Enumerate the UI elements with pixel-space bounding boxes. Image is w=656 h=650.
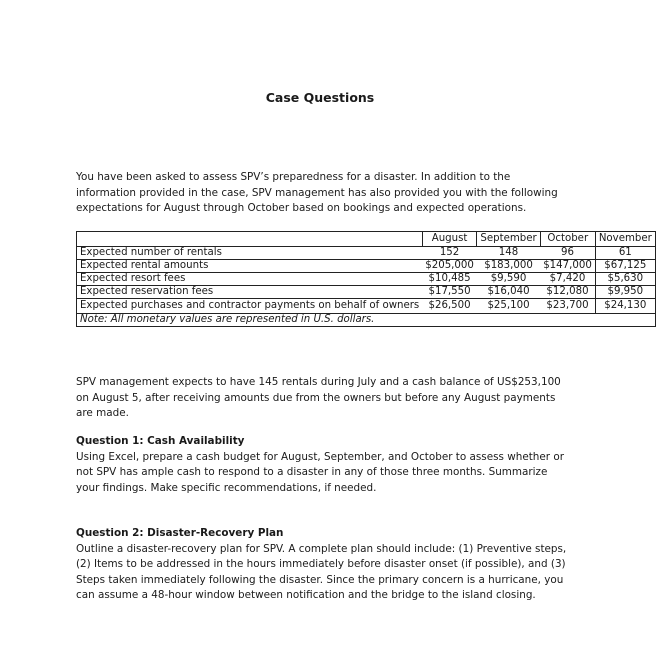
table-cell: $24,130	[595, 299, 655, 314]
header-blank-cell	[77, 232, 423, 247]
question2-section	[76, 526, 568, 604]
table-row	[77, 247, 656, 260]
table-cell: $183,000	[477, 260, 540, 273]
question2-body: Outline a disaster-recovery plan for SPV. A complete plan should include: (1) Preventive steps, (2) Items to be addressed in the hours immediately before disaster onset (if possible), and (3) Steps taken immediately following the disaster. Since the primary concern is a hurricane, you can assume a 48-hour window between notification and the bridge to the island closing.	[76, 542, 567, 601]
management-text: SPV management expects to have 145 rentals during July and a cash balance of US$253,100 on August 5, after receiving amounts due from the owners but before any August payments are made.	[76, 376, 561, 419]
table-cell: $147,000	[540, 260, 595, 273]
row-label: Expected reservation fees	[77, 286, 423, 299]
column-header: September	[477, 232, 540, 247]
table-cell: $23,700	[540, 299, 595, 314]
table-cell: 61	[595, 247, 655, 260]
table-cell: 152	[422, 247, 477, 260]
table-cell: $7,420	[540, 273, 595, 286]
table-row	[77, 273, 656, 286]
table-cell: $9,590	[477, 273, 540, 286]
page-title: Case Questions	[265, 90, 375, 105]
table-cell: $25,100	[477, 299, 540, 314]
table-cell: $67,125	[595, 260, 655, 273]
table-cell: $205,000	[422, 260, 477, 273]
column-header: October	[540, 232, 595, 247]
table-cell: 148	[477, 247, 540, 260]
table-header-row	[77, 232, 656, 247]
table-row	[77, 260, 656, 273]
question1-body: Using Excel, prepare a cash budget for August, September, and October to assess whether or not SPV has ample cash to respond to a disaster in any of those three months. Summarize your findings. Make specific recommendations, if needed.	[76, 450, 564, 494]
intro-paragraph	[76, 170, 568, 217]
management-paragraph	[76, 375, 568, 422]
table-note-row	[77, 314, 656, 327]
table-note: Note: All monetary values are represented in U.S. dollars.	[77, 314, 656, 327]
table-cell: 96	[540, 247, 595, 260]
row-label: Expected number of rentals	[77, 247, 423, 260]
question2-heading: Question 2: Disaster-Recovery Plan	[76, 527, 284, 539]
table-cell: $26,500	[422, 299, 477, 314]
question1-heading: Question 1: Cash Availability	[76, 435, 245, 447]
table-row	[77, 299, 656, 314]
column-header: November	[595, 232, 655, 247]
table-cell: $9,950	[595, 286, 655, 299]
table-cell: $10,485	[422, 273, 477, 286]
row-label: Expected rental amounts	[77, 260, 423, 273]
table-row	[77, 286, 656, 299]
question1-section	[76, 434, 568, 496]
row-label: Expected resort fees	[77, 273, 423, 286]
table-cell: $17,550	[422, 286, 477, 299]
table-cell: $5,630	[595, 273, 655, 286]
expectations-table	[76, 231, 656, 327]
table-cell: $12,080	[540, 286, 595, 299]
intro-text: You have been asked to assess SPV’s preparedness for a disaster. In addition to the information provided in the case, SPV management has also provided you with the following expectations for August through October based on bookings and expected operations.	[76, 171, 558, 214]
column-header: August	[422, 232, 477, 247]
row-label: Expected purchases and contractor payments on behalf of owners	[77, 299, 423, 314]
table-cell: $16,040	[477, 286, 540, 299]
